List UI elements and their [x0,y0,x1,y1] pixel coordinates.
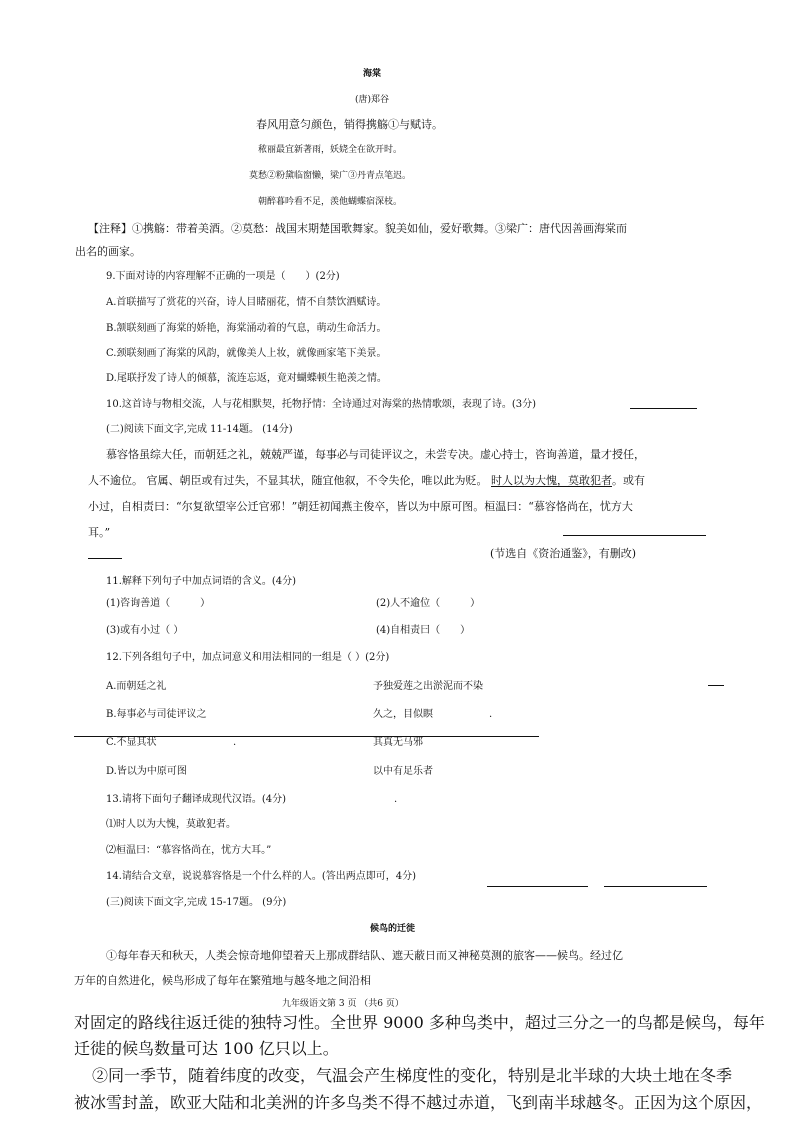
q12-left-a: A.而朝廷之礼 [106,681,167,692]
q12-right-c: 其真无马邪 [373,737,423,748]
article-title: 候鸟的迁徙 [370,924,416,934]
q12-left-d: D.皆以为中原可图 [106,766,187,777]
para2-line-2: 被冰雪封盖，欧亚大陆和北美洲的许多鸟类不得不越过赤道，飞到南半球越冬。正因为这个原因， [74,1093,763,1112]
q9-option-a: A.首联描写了赏花的兴奋，诗人目睹丽花，情不自禁饮酒赋诗。 [106,297,387,308]
q13-item-2: ⑵桓温曰：“慕容恪尚在，忧方大耳。” [106,845,272,856]
section2-heading: (二)阅读下面文字,完成 11-14题。 (14分) [106,424,293,435]
q11-item-4: (4)自相责曰（ ） [376,625,471,636]
passage-blank-right [563,535,706,536]
q13-item-1: ⑴时人以为大愧，莫敢犯者。 [106,819,236,830]
page-footer: 九年级语文第 3 页 （共6 页） [282,999,404,1009]
q11-item-3: (3)或有小过（ ） [106,625,184,636]
q12-dash [708,685,724,686]
poem-line-2: 秾丽最宜新著雨，妖娆全在欲开时。 [258,145,403,155]
q11-item-2: (2)人不逾位（ ） [376,598,481,609]
poem-title: 海棠 [363,69,382,79]
para1-line-4: 迁徙的候鸟数量可达 100 亿只以上。 [74,1039,339,1058]
q12-right-a: 予独爱莲之出淤泥而不染 [373,681,483,692]
poem-note-2: 出名的画家。 [75,245,141,258]
passage-source: (节选自《资治通鉴》，有删改) [490,547,637,560]
q11-stem: 11.解释下列句子中加点词语的含义。(4分) [106,576,297,587]
underlined-sentence: 时人以为大愧，莫敢犯者 [491,474,612,487]
passage-line-4: 耳。” [88,526,111,539]
poem-line-4: 朝醉暮吟看不足，羡他蝴蝶宿深枝。 [258,197,403,207]
poem-note-1: 【注释】①携觞：带着美酒。②莫愁：战国末期楚国歌舞家。貌美如仙，爱好歌舞。③梁广：唐代因善画海棠而 [88,222,627,235]
emphasis-dot: . [233,737,237,748]
q12-stem: 12.下列各组句子中，加点词意义和用法相同的一组是（ ）(2分) [106,652,390,663]
section3-heading: (三)阅读下面文字,完成 15-17题。 (9分) [106,897,287,908]
poem-author: (唐)郑谷 [355,95,390,105]
q12-right-d: 以中有足乐者 [373,766,433,777]
q10-answer-line [630,408,697,409]
q14-answer-line-2 [604,886,707,887]
q9-option-b: B.颔联刻画了海棠的娇艳，海棠涌动着的气息，萌动生命活力。 [106,323,387,334]
q10-stem: 10.这首诗与物相交流，人与花相默契，托物抒情：全诗通过对海棠的热情歌颂，表现了诗。(3分) [106,399,537,410]
q14-answer-line-1 [487,886,588,887]
q14-stem: 14.请结合文章，说说慕容恪是一个什么样的人。(答出两点即可，4分) [106,871,417,882]
para1-line-1: ①每年春天和秋天，人类会惊奇地仰望着天上那成群结队、遮天蔽日而又神秘莫测的旅客——候鸟。经过亿 [106,949,623,962]
para1-line-2: 万年的自然进化，候鸟形成了每年在繁殖地与越冬地之间沿相 [74,974,371,987]
q13-stem: 13.请将下面句子翻译成现代汉语。(4分) [106,794,287,805]
passage-blank-left [88,558,122,559]
passage-line-1: 慕容恪虽综大任，而朝廷之礼，兢兢严谨，每事必与司徒评议之，未尝专决。虚心持士，咨询善道，量才授任， [106,448,645,461]
poem-line-3: 莫愁②粉黛临窗懒，梁广③丹青点笔迟。 [249,171,412,181]
para1-line-3: 对固定的路线往返迁徙的独特习性。全世界 9000 多种鸟类中，超过三分之一的鸟都是候鸟，每年 [74,1013,765,1032]
passage-line-3: 小过，自相责曰：“尔复欲望宰公迁官邪！”朝廷初闻燕主俊卒，皆以为中原可图。桓温曰：“慕容恪尚在，忧方大 [88,500,633,513]
q11-item-1: (1)咨询善道（ ） [106,598,211,609]
passage-line-2: 人不逾位。 官属、朝臣或有过失，不显其状，随宜他叙，不令失伦，唯以此为贬。 时人以为大愧，莫敢犯者。或有 [88,474,645,487]
emphasis-dot: . [489,709,493,720]
q12-left-c: C.不显其状 [106,737,157,748]
q12-left-b: B.每事必与司徒评议之 [106,709,207,720]
q12-right-b: 久之，目似瞑 [373,709,433,720]
q9-stem: 9.下面对诗的内容理解不正确的一项是（ ）(2分) [106,271,340,282]
emphasis-dot: . [394,794,398,805]
q9-option-c: C.颈联刻画了海棠的风韵，就像美人上妆，就像画家笔下美景。 [106,348,387,359]
poem-line-1: 春风用意匀颜色，销得携觞①与赋诗。 [256,118,443,131]
q9-option-d: D.尾联抒发了诗人的倾慕，流连忘返，竟对蝴蝶顿生艳羡之情。 [106,373,387,384]
para2-line-1: ②同一季节，随着纬度的改变，气温会产生梯度性的变化，特别是北半球的大块土地在冬季 [92,1066,733,1085]
